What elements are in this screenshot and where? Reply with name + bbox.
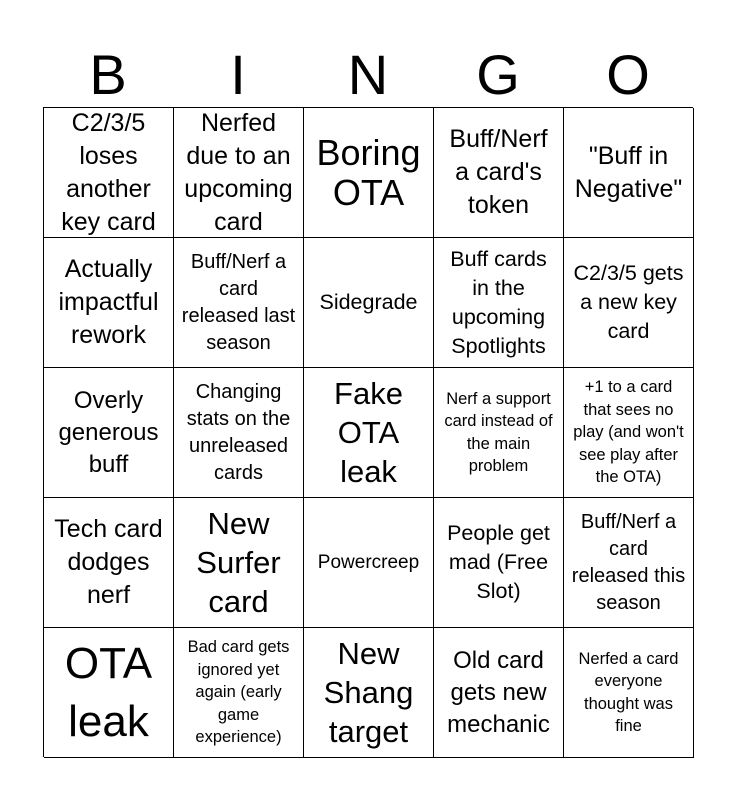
cell-text: Fake OTA leak <box>334 376 403 489</box>
bingo-cell-r4-c2[interactable] <box>174 498 304 628</box>
bingo-cell-r2-c3[interactable] <box>304 238 434 368</box>
bingo-cell-r4-c5[interactable] <box>564 498 694 628</box>
cell-text: +1 to a card that sees no play (and won't see play after the OTA) <box>573 378 684 487</box>
cell-text: Buff/Nerf a card's token <box>449 125 548 219</box>
bingo-cell-r4-c4[interactable] <box>434 498 564 628</box>
bingo-cell-r1-c5[interactable] <box>564 108 694 238</box>
bingo-header <box>43 42 693 108</box>
header-letter-i: I <box>230 43 246 106</box>
cell-text: C2/3/5 gets a new key card <box>573 261 684 343</box>
cell-text: Overly generous buff <box>58 386 159 478</box>
header-letter-b: B <box>89 43 127 106</box>
bingo-cell-r5-c2[interactable] <box>174 628 304 758</box>
bingo-cell-r4-c1[interactable] <box>44 498 174 628</box>
bingo-cell-r3-c3[interactable] <box>304 368 434 498</box>
bingo-cell-r4-c3[interactable] <box>304 498 434 628</box>
bingo-cell-r3-c1[interactable] <box>44 368 174 498</box>
bingo-cell-r2-c2[interactable] <box>174 238 304 368</box>
cell-text: People get mad (Free Slot) <box>447 521 550 603</box>
cell-text: Nerfed due to an upcoming card <box>184 108 293 236</box>
cell-text: Buff cards in the upcoming Spotlights <box>450 246 547 358</box>
bingo-cell-r1-c2[interactable] <box>174 108 304 238</box>
bingo-cell-r1-c4[interactable] <box>434 108 564 238</box>
header-letter-n: N <box>347 43 389 106</box>
bingo-cell-r5-c4[interactable] <box>434 628 564 758</box>
cell-text: "Buff in Negative" <box>574 141 683 203</box>
cell-text: Buff/Nerf a card released this season <box>571 510 686 614</box>
bingo-cell-r2-c4[interactable] <box>434 238 564 368</box>
cell-text: Bad card gets ignored yet again (early game experience) <box>187 638 290 747</box>
bingo-cell-r3-c4[interactable] <box>434 368 564 498</box>
header-letter-o: O <box>606 43 650 106</box>
cell-text: OTA leak <box>64 638 153 746</box>
bingo-cell-r3-c5[interactable] <box>564 368 694 498</box>
cell-text: Buff/Nerf a card released last season <box>181 250 296 354</box>
cell-text: Actually impactful rework <box>58 255 159 349</box>
bingo-cell-r5-c3[interactable] <box>304 628 434 758</box>
header-letter-g: G <box>476 43 520 106</box>
bingo-cell-r5-c1[interactable] <box>44 628 174 758</box>
bingo-card-grid <box>43 107 693 757</box>
cell-text: Changing stats on the unreleased cards <box>186 380 291 484</box>
cell-text: Old card gets new mechanic <box>447 646 550 738</box>
cell-text: New Surfer card <box>196 506 281 619</box>
bingo-cell-r2-c5[interactable] <box>564 238 694 368</box>
cell-text: New Shang target <box>323 636 414 749</box>
bingo-cell-r1-c1[interactable] <box>44 108 174 238</box>
bingo-cell-r2-c1[interactable] <box>44 238 174 368</box>
cell-text: Powercreep <box>317 552 420 573</box>
bingo-cell-r3-c2[interactable] <box>174 368 304 498</box>
cell-text: Boring OTA <box>316 131 421 213</box>
cell-text: Tech card dodges nerf <box>54 515 163 609</box>
cell-text: Sidegrade <box>319 290 418 314</box>
cell-text: Nerfed a card everyone thought was fine <box>578 649 679 735</box>
bingo-cell-r5-c5[interactable] <box>564 628 694 758</box>
cell-text: Nerf a support card instead of the main problem <box>444 389 553 475</box>
cell-text: C2/3/5 loses another key card <box>61 108 156 236</box>
bingo-cell-r1-c3[interactable] <box>304 108 434 238</box>
